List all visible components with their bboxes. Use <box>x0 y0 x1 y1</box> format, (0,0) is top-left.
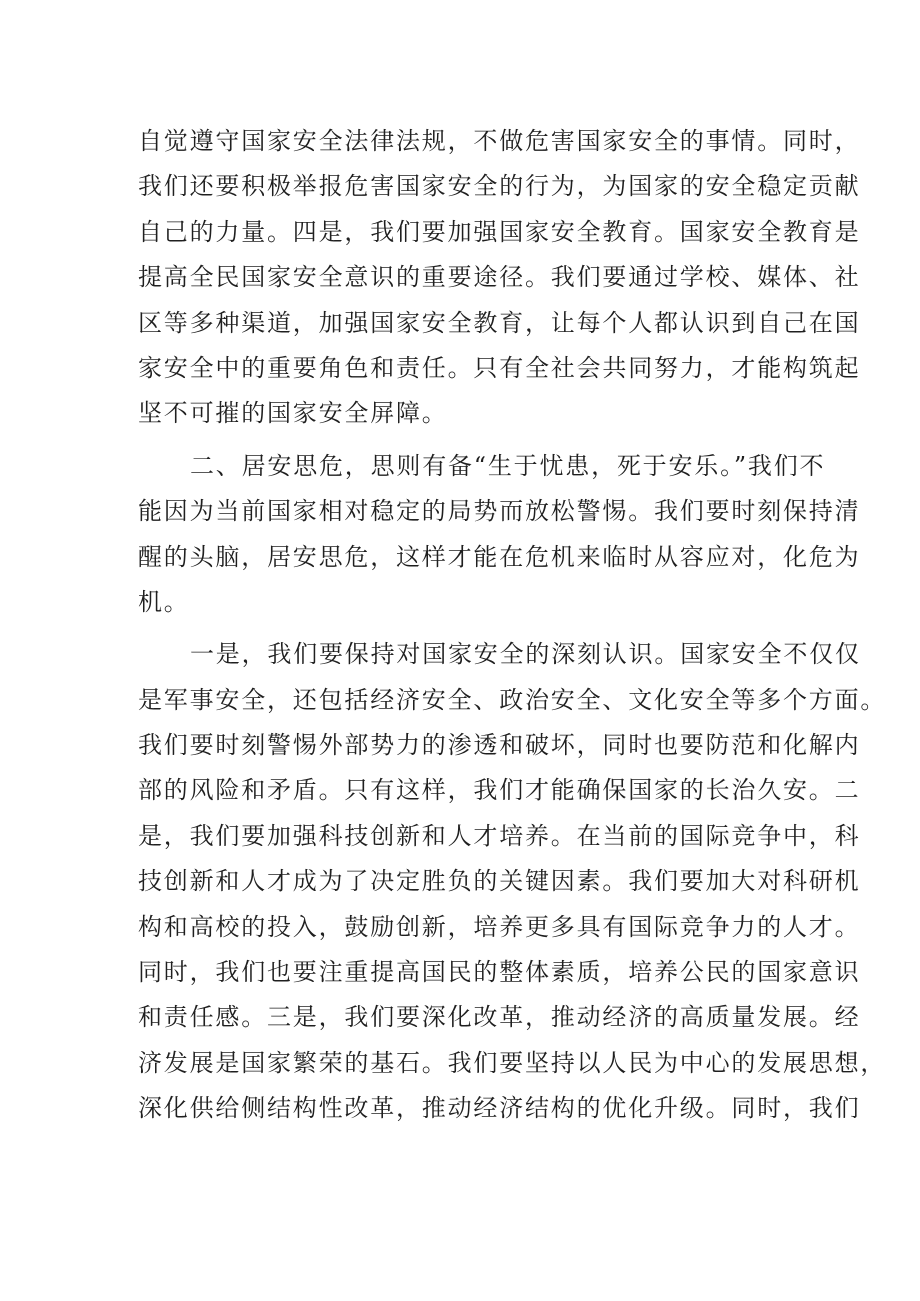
text-line: 和责任感。三是，我们要深化改革，推动经济的高质量发展。经 <box>138 1003 861 1032</box>
text-line: 自觉遵守国家安全法律法规，不做危害国家安全的事情。同时， <box>138 127 861 155</box>
text-line: 同时，我们也要注重提高国民的整体素质，培养公民的国家意识 <box>138 958 861 987</box>
text-line: 醒的头脑，居安思危，这样才能在危机来临时从容应对，化危为 <box>138 542 861 571</box>
text-line: 区等多种渠道，加强国家安全教育，让每个人都认识到自己在国 <box>138 308 861 337</box>
text-line: 二、居安思危，思则有备“生于忧患，死于安乐。”我们不 <box>190 451 826 480</box>
text-line: 是军事安全，还包括经济安全、政治安全、文化安全等多个方面。 <box>138 685 887 714</box>
text-line: 提高全民国家安全意识的重要途径。我们要通过学校、媒体、社 <box>138 263 861 292</box>
text-line: 我们还要积极举报危害国家安全的行为，为国家的安全稳定贡献 <box>138 172 861 201</box>
paragraph-gap <box>138 437 803 444</box>
text-line: 机。 <box>138 587 190 616</box>
text-line: 家安全中的重要角色和责任。只有全社会共同努力，才能构筑起 <box>138 353 861 382</box>
text-line: 深化供给侧结构性改革，推动经济结构的优化升级。同时，我们 <box>138 1094 861 1123</box>
text-line: 部的风险和矛盾。只有这样，我们才能确保国家的长治久安。二 <box>138 776 861 805</box>
text-line: 能因为当前国家相对稳定的局势而放松警惕。我们要时刻保持清 <box>138 497 861 526</box>
text-line: 我们要时刻警惕外部势力的渗透和破坏，同时也要防范和化解内 <box>138 731 861 760</box>
text-line: 技创新和人才成为了决定胜负的关键因素。我们要加大对科研机 <box>138 867 861 896</box>
text-line: 自己的力量。四是，我们要加强国家安全教育。国家安全教育是 <box>138 217 861 246</box>
text-line: 坚不可摧的国家安全屏障。 <box>138 399 448 428</box>
paragraph-intro <box>138 119 861 437</box>
paragraph-gap <box>138 625 803 632</box>
document-body <box>138 119 887 1132</box>
paragraph-section-two-points <box>138 632 887 1131</box>
text-line: 构和高校的投入，鼓励创新，培养更多具有国际竞争力的人才。 <box>138 912 861 941</box>
text-line: 是，我们要加强科技创新和人才培养。在当前的国际竞争中，科 <box>138 821 861 850</box>
text-line: 济发展是国家繁荣的基石。我们要坚持以人民为中心的发展思想， <box>138 1048 887 1077</box>
paragraph-section-two <box>138 444 861 626</box>
text-line: 一是，我们要保持对国家安全的深刻认识。国家安全不仅仅 <box>190 640 861 669</box>
